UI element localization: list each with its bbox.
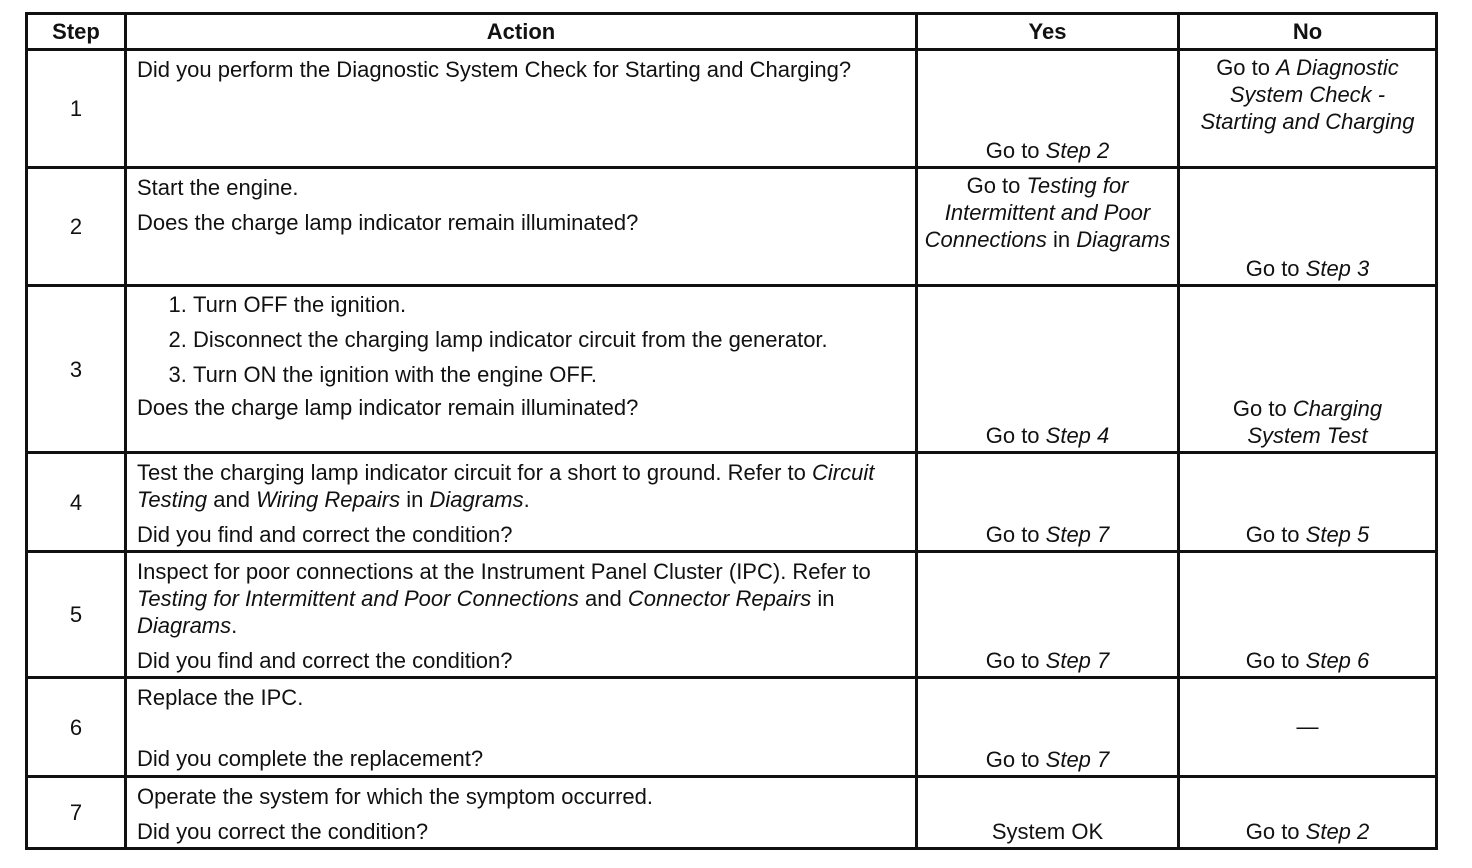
no-cell [1179, 168, 1437, 286]
yes-cell [917, 552, 1179, 678]
yes-prefix: Go to [966, 173, 1027, 198]
action-text: and [207, 487, 257, 512]
no-cell [1179, 678, 1437, 777]
no-cell [1179, 453, 1437, 552]
action-text: . [523, 487, 530, 512]
action-cell [126, 168, 917, 286]
yes-link[interactable]: Step 7 [1045, 522, 1110, 547]
table-row [27, 552, 1437, 678]
no-prefix: Go to [1245, 819, 1306, 844]
action-text: and [578, 586, 628, 611]
yes-text: System OK [991, 819, 1104, 844]
yes-prefix: Go to [985, 522, 1046, 547]
action-cell [126, 552, 917, 678]
yes-cell [917, 50, 1179, 168]
action-cell [126, 286, 917, 453]
action-question: Did you find and correct the condition? [137, 648, 513, 673]
step-number: 7 [27, 777, 126, 849]
no-link[interactable]: Step 5 [1305, 522, 1370, 547]
action-cell [126, 50, 917, 168]
action-link[interactable]: Diagrams [429, 487, 524, 512]
no-prefix: Go to [1216, 55, 1277, 80]
action-instruction: Replace the IPC. [137, 685, 304, 710]
header-step: Step [27, 14, 126, 50]
list-item: 2. Disconnect the charging lamp indicator circuit from the generator. [193, 326, 905, 353]
yes-cell [917, 286, 1179, 453]
no-link[interactable]: Step 3 [1305, 256, 1370, 281]
table-row [27, 50, 1437, 168]
action-text: in [811, 586, 835, 611]
action-instruction [137, 459, 905, 513]
header-action: Action [126, 14, 917, 50]
yes-cell [917, 777, 1179, 849]
list-item: 3. Turn ON the ignition with the engine OFF. [193, 361, 905, 388]
no-dash: — [1296, 713, 1319, 739]
step-number: 1 [27, 50, 126, 168]
no-prefix: Go to [1245, 256, 1306, 281]
yes-cell [917, 678, 1179, 777]
step-number: 5 [27, 552, 126, 678]
no-cell [1179, 286, 1437, 453]
yes-prefix: Go to [985, 423, 1046, 448]
step-number: 2 [27, 168, 126, 286]
action-cell [126, 777, 917, 849]
header-row [27, 14, 1437, 50]
no-cell [1179, 777, 1437, 849]
action-link[interactable]: Circuit Testing [137, 460, 875, 512]
action-text: . [231, 613, 238, 638]
yes-link-secondary[interactable]: Diagrams [1076, 227, 1171, 252]
action-question: Did you find and correct the condition? [137, 522, 513, 547]
action-question: Does the charge lamp indicator remain illuminated? [137, 395, 639, 420]
no-link[interactable]: Step 6 [1305, 648, 1370, 673]
no-cell [1179, 552, 1437, 678]
action-instruction: Operate the system for which the symptom occurred. [137, 784, 653, 809]
table-row [27, 678, 1437, 777]
action-text: Test the charging lamp indicator circuit for a short to ground. Refer to [137, 460, 812, 485]
action-question: Did you perform the Diagnostic System Check for Starting and Charging? [137, 57, 852, 82]
action-instruction: Start the engine. [137, 175, 299, 200]
no-prefix: Go to [1245, 522, 1306, 547]
no-cell [1179, 50, 1437, 168]
no-link[interactable]: Charging System Test [1247, 396, 1383, 448]
action-question: Did you complete the replacement? [137, 746, 484, 771]
no-prefix: Go to [1245, 648, 1306, 673]
yes-link[interactable]: Step 4 [1045, 423, 1110, 448]
diagnostic-table [25, 12, 1438, 850]
table-row [27, 286, 1437, 453]
yes-cell [917, 168, 1179, 286]
yes-connector: in [1046, 227, 1077, 252]
table-row [27, 777, 1437, 849]
step-number: 4 [27, 453, 126, 552]
step-number: 3 [27, 286, 126, 453]
action-link[interactable]: Testing for Intermittent and Poor Connections [137, 586, 579, 611]
yes-cell [917, 453, 1179, 552]
action-question: Does the charge lamp indicator remain illuminated? [137, 210, 639, 235]
step-number: 6 [27, 678, 126, 777]
table-row [27, 168, 1437, 286]
action-cell [126, 678, 917, 777]
yes-link[interactable]: Testing for Intermittent and Poor Connections [924, 173, 1151, 252]
yes-link[interactable]: Step 7 [1045, 648, 1110, 673]
action-text: Inspect for poor connections at the Instrument Panel Cluster (IPC). Refer to [137, 559, 871, 584]
action-link[interactable]: Wiring Repairs [256, 487, 401, 512]
action-step-list [137, 291, 905, 388]
action-link[interactable]: Diagrams [137, 613, 232, 638]
yes-link[interactable]: Step 7 [1045, 747, 1110, 772]
header-yes: Yes [917, 14, 1179, 50]
yes-prefix: Go to [985, 747, 1046, 772]
no-prefix: Go to [1232, 396, 1293, 421]
no-link[interactable]: Step 2 [1305, 819, 1370, 844]
table-row [27, 453, 1437, 552]
list-item: 1. Turn OFF the ignition. [193, 291, 905, 318]
yes-prefix: Go to [985, 648, 1046, 673]
no-link[interactable]: A Diagnostic System Check - Starting and Charging [1200, 55, 1415, 134]
action-question: Did you correct the condition? [137, 819, 429, 844]
action-text: in [400, 487, 430, 512]
yes-link[interactable]: Step 2 [1045, 138, 1110, 163]
yes-prefix: Go to [985, 138, 1046, 163]
action-cell [126, 453, 917, 552]
header-no: No [1179, 14, 1437, 50]
action-link[interactable]: Connector Repairs [627, 586, 812, 611]
action-instruction [137, 558, 905, 639]
